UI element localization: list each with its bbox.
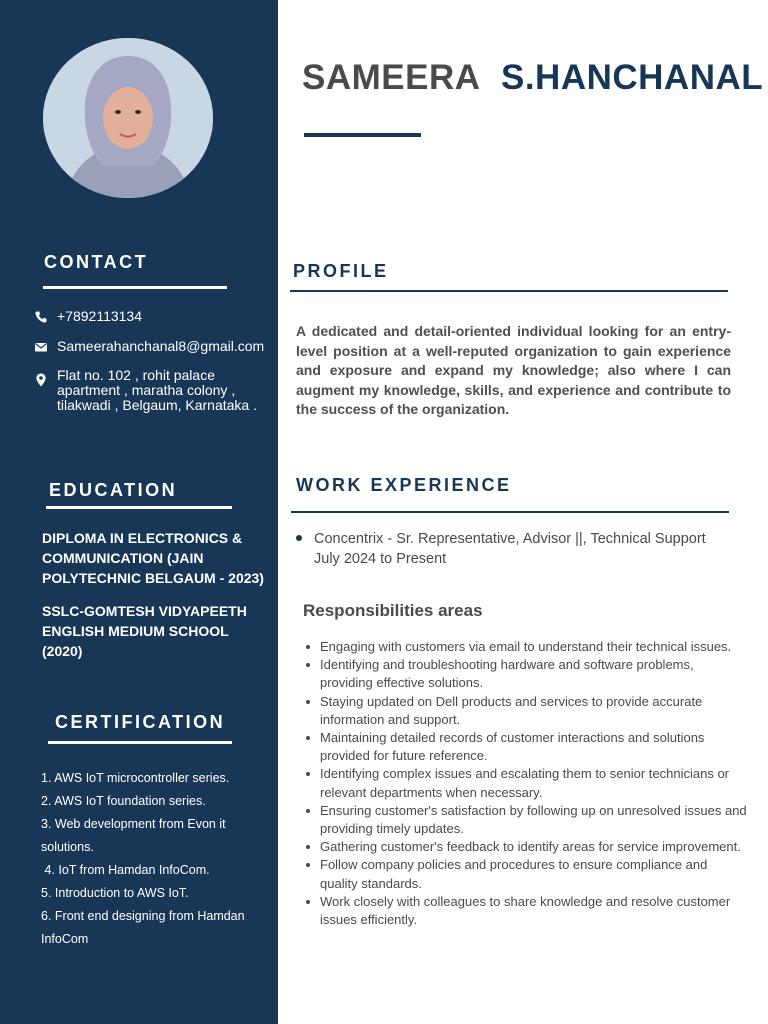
certification-heading: CERTIFICATION [55, 712, 226, 732]
contact-divider [43, 286, 227, 289]
responsibilities-list [303, 638, 748, 929]
address-text: Flat no. 102 , rohit palace apartment , maratha colony , tilakwadi , Belgaum, Karnataka . [57, 367, 257, 413]
certification-list [41, 767, 266, 951]
certification-item: 4. IoT from Hamdan InfoCom. [41, 863, 210, 877]
profile-photo-icon [43, 38, 213, 198]
last-name: S.HANCHANAL [500, 58, 764, 97]
certification-item: 3. Web development from Evon it solutions. [41, 817, 226, 854]
responsibility-item: Maintaining detailed records of customer interactions and solutions provided for future reference. [303, 729, 748, 765]
responsibility-item: Follow company policies and procedures to ensure compliance and quality standards. [303, 856, 748, 892]
avatar [43, 38, 213, 198]
name-underline [304, 133, 421, 137]
sidebar [0, 0, 278, 1024]
location-pin-icon [34, 373, 48, 387]
phone-number[interactable]: +7892113134 [57, 308, 142, 324]
first-name: SAMEERA [302, 58, 481, 97]
candidate-name [302, 58, 763, 98]
responsibility-item: Identifying complex issues and escalating them to senior technicians or relevant departments when necessary. [303, 765, 748, 801]
certification-item: 6. Front end designing from Hamdan InfoCom [41, 909, 245, 946]
job-period: July 2024 to Present [314, 551, 447, 567]
work-experience-divider [291, 511, 729, 513]
education-item: SSLC-GOMTESH VIDYAPEETH ENGLISH MEDIUM SCHOOL (2020) [42, 603, 247, 659]
email-address[interactable]: Sameerahanchanal8@gmail.com [57, 338, 265, 354]
bullet-icon [296, 535, 302, 541]
certification-item: 2. AWS IoT foundation series. [41, 794, 206, 808]
responsibilities-title: Responsibilities areas [303, 601, 483, 620]
phone-icon [34, 310, 48, 324]
education-divider [46, 506, 232, 509]
work-experience-heading: WORK EXPERIENCE [296, 475, 512, 495]
education-heading: EDUCATION [49, 480, 178, 500]
education-item: DIPLOMA IN ELECTRONICS & COMMUNICATION (JAIN POLYTECHNIC BELGAUM - 2023) [42, 530, 264, 586]
job-title: Concentrix - Sr. Representative, Advisor ||, Technical Support [314, 531, 706, 547]
responsibility-item: Ensuring customer's satisfaction by following up on unresolved issues and providing timely updates. [303, 802, 748, 838]
responsibility-item: Staying updated on Dell products and services to provide accurate information and support. [303, 693, 748, 729]
profile-summary: A dedicated and detail-oriented individual looking for an entry-level position at a well-reputed organization to gain experience and exposure and expand my knowledge; also where I can augment my knowledge, skills, and experience and contribute to the success of the organization. [296, 323, 731, 417]
contact-heading: CONTACT [44, 252, 149, 272]
email-icon [34, 340, 48, 354]
certification-item: 5. Introduction to AWS IoT. [41, 886, 189, 900]
responsibility-item: Identifying and troubleshooting hardware and software problems, providing effective solutions. [303, 656, 748, 692]
profile-divider [290, 290, 728, 292]
responsibility-item: Work closely with colleagues to share knowledge and resolve customer issues efficiently. [303, 893, 748, 929]
responsibility-item: Gathering customer's feedback to identify areas for service improvement. [303, 838, 748, 856]
certification-item: 1. AWS IoT microcontroller series. [41, 771, 230, 785]
certification-divider [48, 741, 232, 744]
responsibility-item: Engaging with customers via email to understand their technical issues. [303, 638, 748, 656]
profile-heading: PROFILE [293, 261, 389, 281]
